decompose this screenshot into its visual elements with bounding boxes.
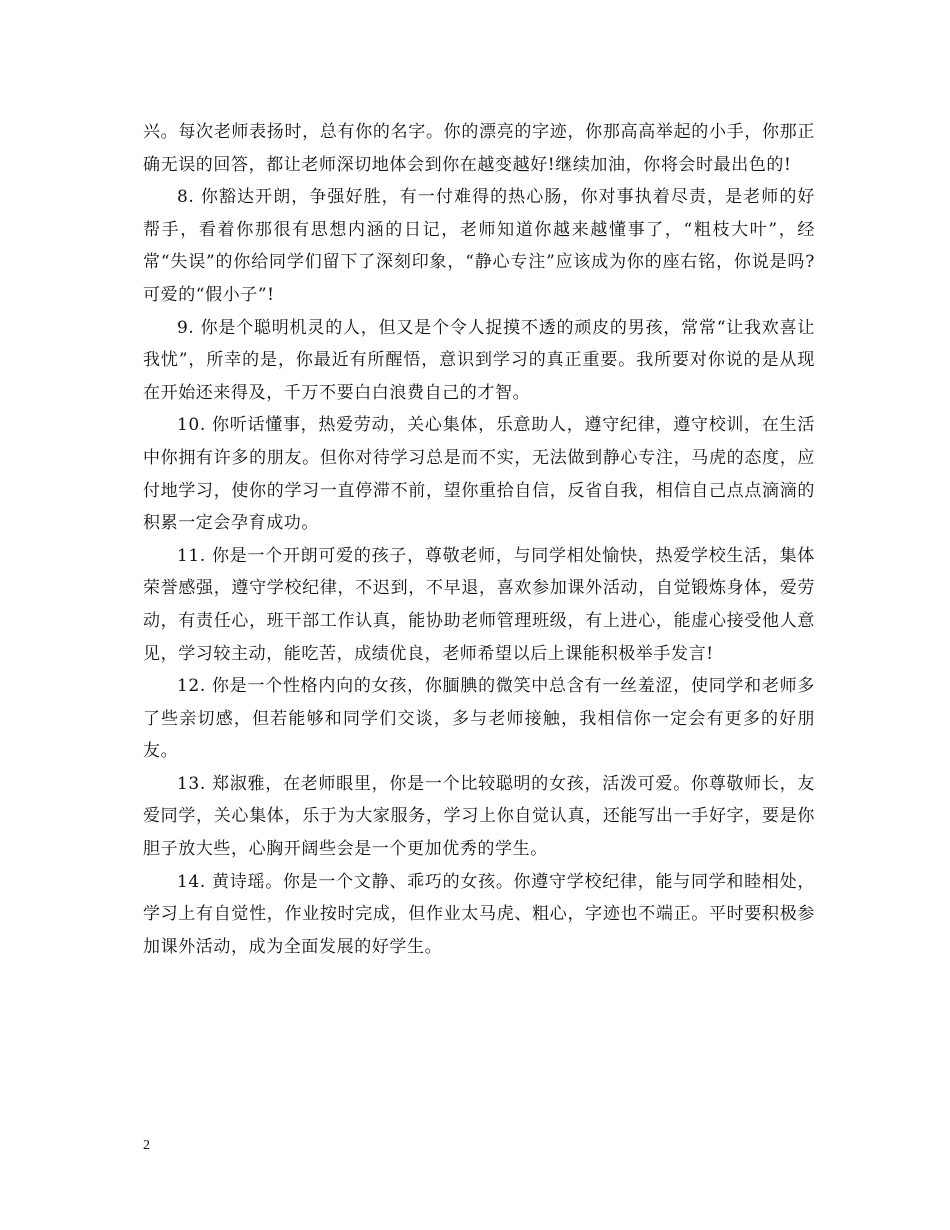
paragraph-comment-9: 9. 你是个聪明机灵的人，但又是个令人捉摸不透的顽皮的男孩，常常“让我欢喜让我忧”，所幸的是，你最近有所醒悟，意识到学习的真正重要。我所要对你说的是从现在开始还来得及，千万不要白白浪费自己的才智。 [143, 317, 815, 403]
paragraph-comment-10: 10. 你听话懂事，热爱劳动，关心集体，乐意助人，遵守纪律，遵守校训，在生活中你拥有许多的朋友。但你对待学习总是而不实，无法做到静心专注，马虎的态度，应付地学习，使你的学习一直停滞不前，望你重拾自信，反省自我，相信自己点点滴滴的积累一定会孕育成功。 [143, 415, 815, 534]
document-body [143, 116, 815, 963]
paragraph-comment-12: 12. 你是一个性格内向的女孩，你腼腆的微笑中总含有一丝羞涩，使同学和老师多了些亲切感，但若能够和同学们交谈，多与老师接触，我相信你一定会有更多的好朋友。 [143, 676, 815, 762]
paragraph-comment-11: 11. 你是一个开朗可爱的孩子，尊敬老师，与同学相处愉快，热爱学校生活，集体荣誉感强，遵守学校纪律，不迟到，不早退，喜欢参加课外活动，自觉锻炼身体，爱劳动，有责任心，班干部工作认真，能协助老师管理班级，有上进心，能虚心接受他人意见，学习较主动，能吃苦，成绩优良，老师希望以后上课能积极举手发言! [143, 545, 815, 664]
paragraph-comment-8: 8. 你豁达开朗，争强好胜，有一付难得的热心肠，你对事执着尽责，是老师的好帮手，看着你那很有思想内涵的日记，老师知道你越来越懂事了，“粗枝大叶”，经常“失误”的你给同学们留下了深刻印象，“静心专注”应该成为你的座右铭，你说是吗?可爱的“假小子”! [143, 187, 815, 305]
page-number: 2 [143, 1138, 150, 1153]
paragraph-comment-14: 14. 黄诗瑶。你是一个文静、乖巧的女孩。你遵守学校纪律，能与同学和睦相处，学习上有自觉性，作业按时完成，但作业太马虎、粗心，字迹也不端正。平时要积极参加课外活动，成为全面发展的好学生。 [143, 871, 815, 957]
paragraph-comment-13: 13. 郑淑雅，在老师眼里，你是一个比较聪明的女孩，活泼可爱。你尊敬师长，友爱同学，关心集体，乐于为大家服务，学习上你自觉认真，还能写出一手好字，要是你胆子放大些，心胸开阔些会是一个更加优秀的学生。 [143, 773, 815, 860]
paragraph-continued: 兴。每次老师表扬时，总有你的名字。你的漂亮的字迹，你那高高举起的小手，你那正确无误的回答，都让老师深切地体会到你在越变越好!继续加油，你将会时最出色的! [143, 122, 815, 175]
